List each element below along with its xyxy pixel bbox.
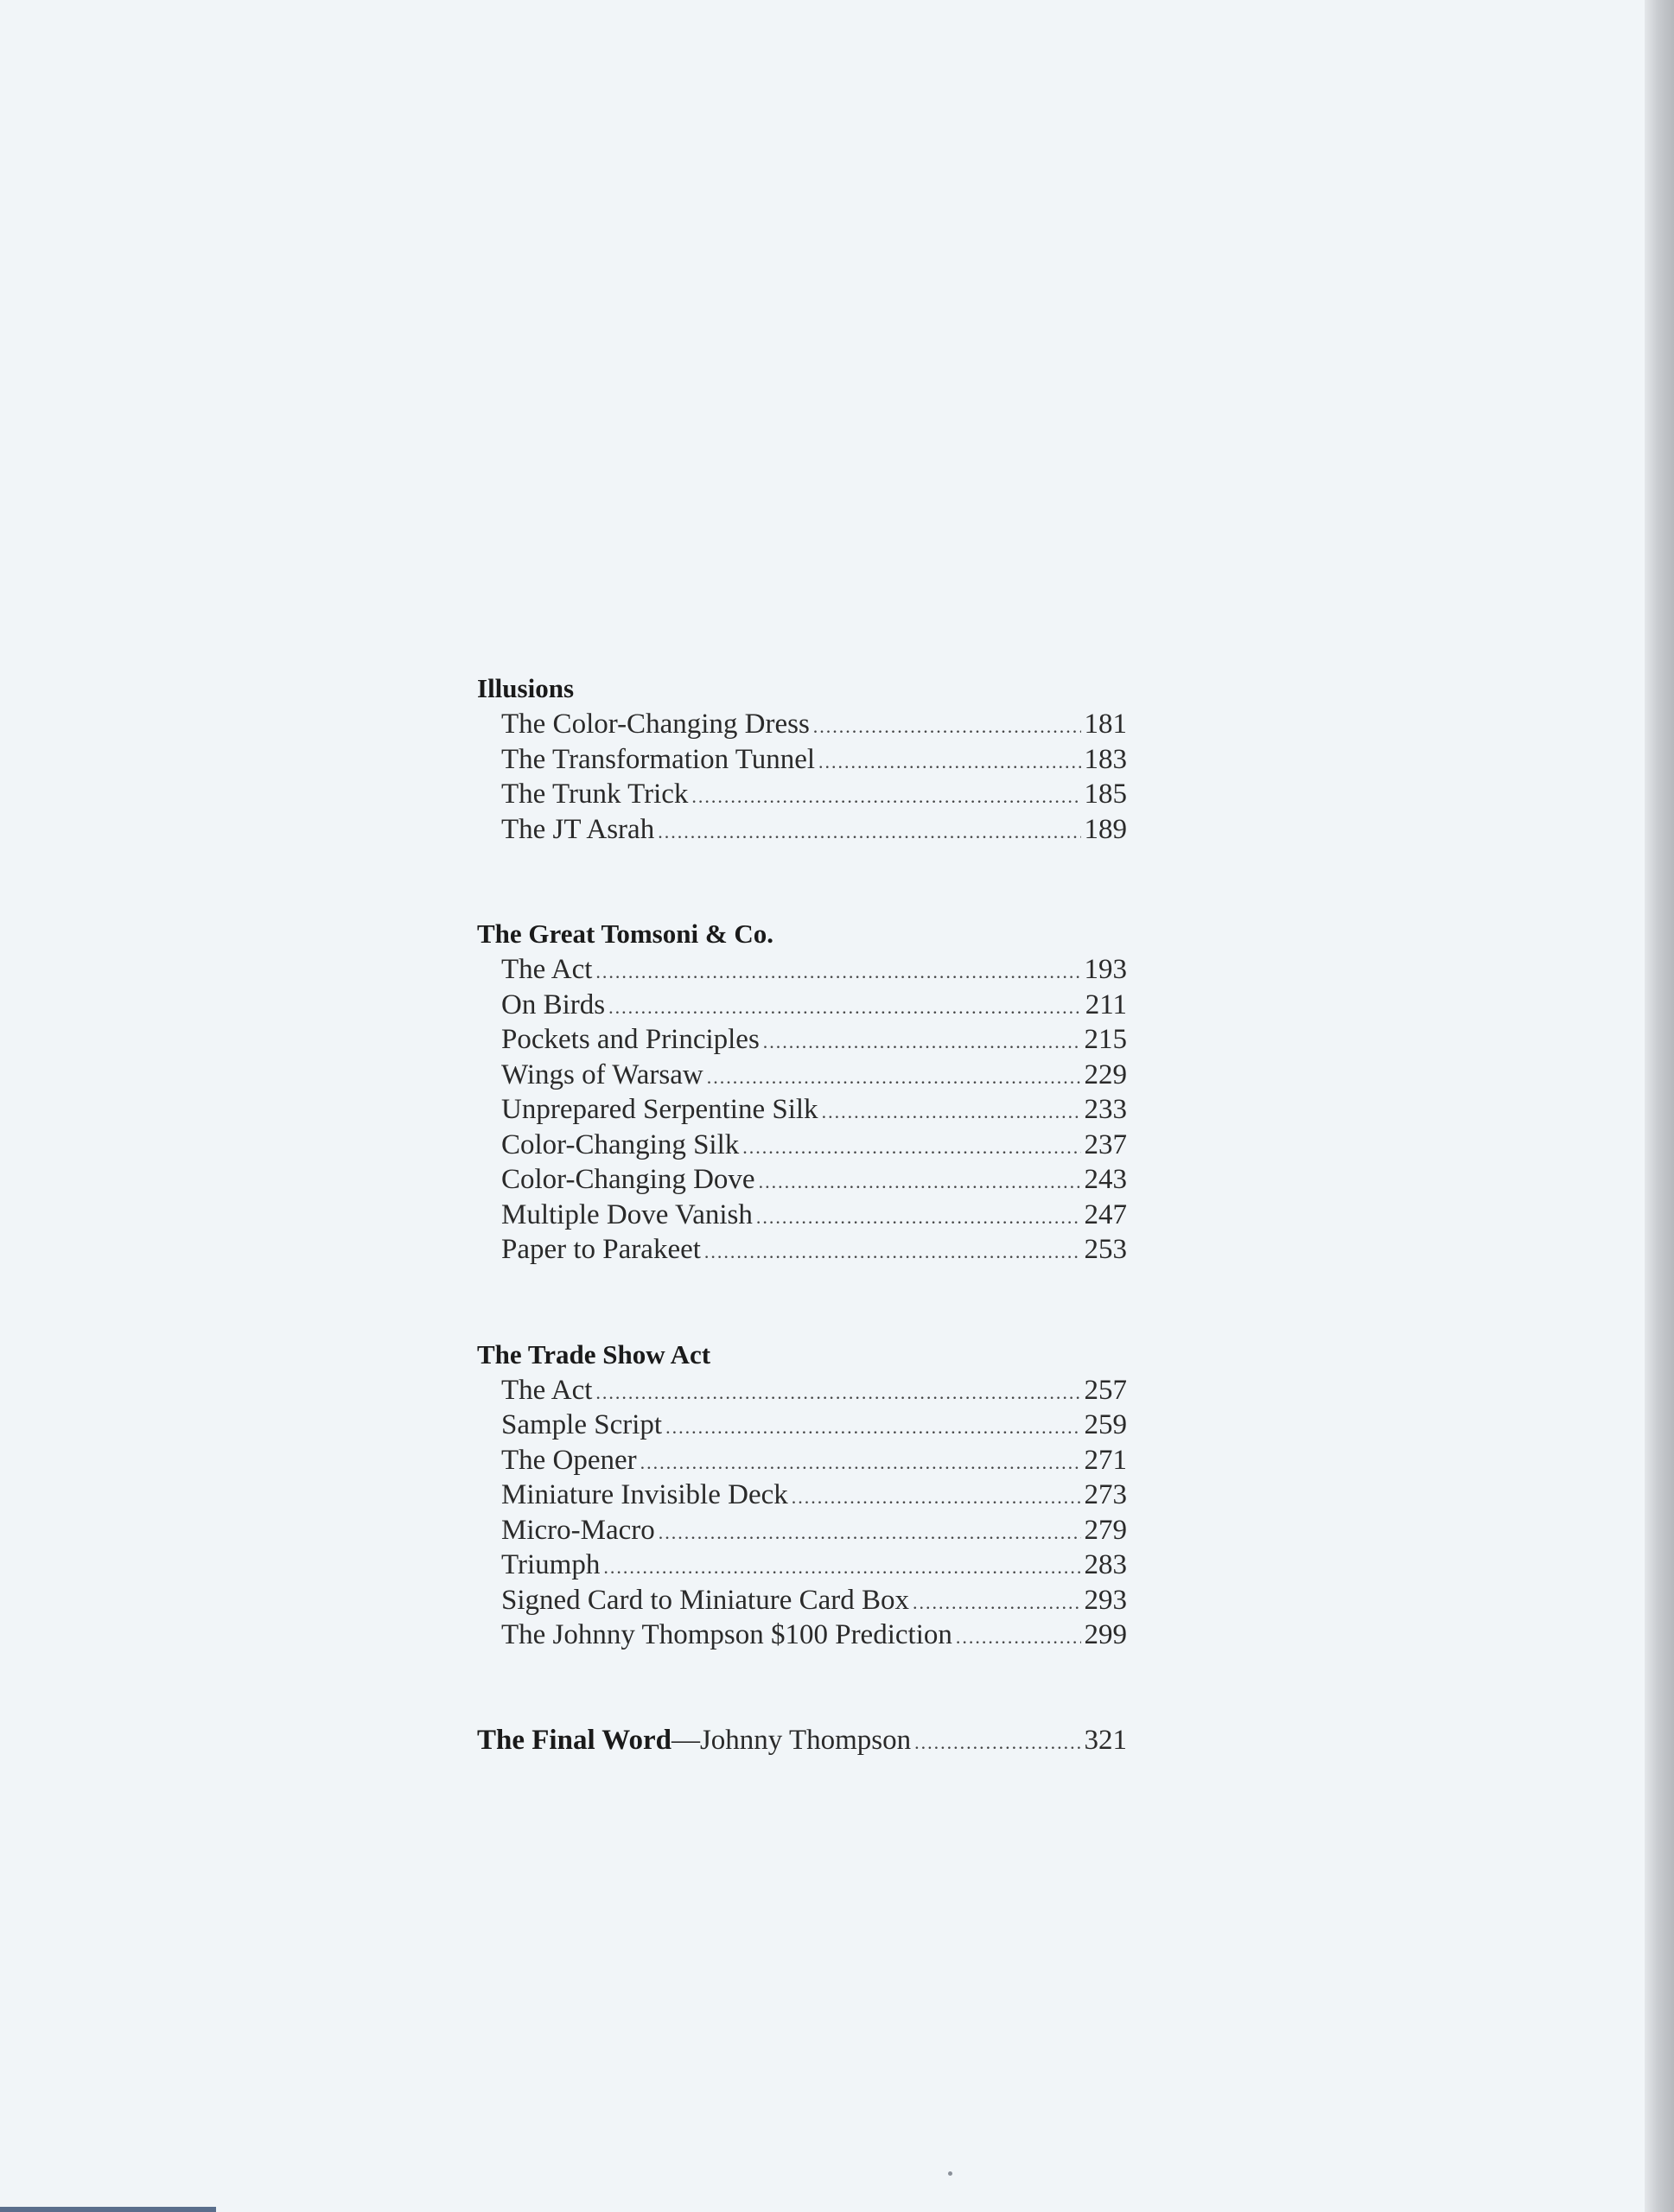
entry-page: 193	[1084, 954, 1127, 985]
toc-entry	[477, 1408, 1127, 1443]
dot-leader	[763, 1025, 1081, 1060]
dot-leader	[595, 1376, 1080, 1411]
final-word-title: The Final Word	[477, 1724, 672, 1756]
final-word-page: 321	[1084, 1724, 1127, 1756]
entry-label: The JT Asrah	[501, 813, 655, 845]
toc-entry	[477, 1583, 1127, 1618]
bottom-edge-rule	[0, 2207, 216, 2212]
entry-page: 189	[1084, 813, 1127, 845]
entry-page: 257	[1084, 1374, 1127, 1406]
toc-entry	[477, 1548, 1127, 1583]
dot-leader	[956, 1620, 1081, 1656]
entry-page: 283	[1084, 1549, 1127, 1580]
entry-label: Sample Script	[501, 1409, 663, 1440]
toc-entry	[477, 1092, 1127, 1128]
dot-leader	[659, 1516, 1081, 1551]
entry-label: On Birds	[501, 988, 606, 1020]
entry-label: The Color-Changing Dress	[501, 709, 810, 740]
entry-page: 299	[1084, 1619, 1127, 1650]
entry-page: 237	[1084, 1128, 1127, 1160]
toc-entry	[477, 988, 1127, 1023]
dot-leader	[707, 1060, 1081, 1096]
entry-label: The Opener	[501, 1444, 637, 1476]
entry-label: The Transformation Tunnel	[501, 743, 816, 775]
toc-entry	[477, 1618, 1127, 1653]
dot-leader	[691, 779, 1080, 815]
toc-entry	[477, 742, 1127, 778]
entry-label: Color-Changing Silk	[501, 1128, 740, 1160]
toc-entry	[477, 1128, 1127, 1163]
section-title: The Great Tomsoni & Co.	[477, 918, 774, 949]
toc-entry	[477, 1232, 1127, 1268]
dot-leader	[759, 1165, 1081, 1200]
dot-leader	[913, 1586, 1080, 1621]
entry-label: Micro-Macro	[501, 1514, 655, 1546]
entry-page: 259	[1084, 1409, 1127, 1440]
toc-entry	[477, 1162, 1127, 1198]
toc-entry	[477, 812, 1127, 848]
toc-entry	[477, 777, 1127, 812]
entry-page: 247	[1084, 1198, 1127, 1230]
section-title: The Trade Show Act	[477, 1338, 711, 1370]
entry-page: 229	[1084, 1058, 1127, 1090]
toc-section-illusions	[477, 671, 1127, 847]
entry-label: Miniature Invisible Deck	[501, 1479, 788, 1510]
scan-speck	[948, 2171, 952, 2176]
dot-leader	[704, 1235, 1081, 1270]
toc-entry	[477, 1478, 1127, 1513]
entry-page: 271	[1084, 1444, 1127, 1476]
page-edge	[1645, 0, 1674, 2212]
entry-label: Pockets and Principles	[501, 1024, 760, 1055]
dot-leader	[595, 955, 1080, 990]
dot-leader	[603, 1550, 1080, 1586]
dot-leader	[608, 990, 1082, 1026]
toc-entry	[477, 707, 1127, 742]
final-word-author: Johnny Thompson	[699, 1724, 912, 1756]
toc-section-great-tomsoni	[477, 916, 1127, 1268]
toc-final-word	[477, 1722, 1127, 1761]
dot-leader	[756, 1200, 1081, 1236]
toc-entry	[477, 1513, 1127, 1548]
dot-leader	[818, 745, 1080, 780]
entry-page: 233	[1084, 1094, 1127, 1125]
entry-page: 183	[1084, 743, 1127, 775]
entry-label: Wings of Warsaw	[501, 1058, 703, 1090]
entry-label: The Act	[501, 1374, 593, 1406]
toc-entry	[477, 1058, 1127, 1093]
entry-label: Color-Changing Dove	[501, 1164, 755, 1195]
toc-entry	[477, 1022, 1127, 1058]
toc-entry	[477, 952, 1127, 988]
entry-label: Multiple Dove Vanish	[501, 1198, 753, 1230]
entry-page: 215	[1084, 1024, 1127, 1055]
toc-entry	[477, 1373, 1127, 1408]
entry-label: Paper to Parakeet	[501, 1234, 701, 1265]
toc-entry	[477, 1198, 1127, 1233]
toc-section-trade-show-act	[477, 1337, 1127, 1653]
entry-page: 181	[1084, 709, 1127, 740]
dot-leader	[792, 1480, 1081, 1516]
entry-label: Triumph	[501, 1549, 601, 1580]
dot-leader	[742, 1130, 1080, 1166]
entry-label: Unprepared Serpentine Silk	[501, 1094, 818, 1125]
entry-label: The Johnny Thompson $100 Prediction	[501, 1619, 952, 1650]
entry-label: The Act	[501, 954, 593, 985]
entry-page: 253	[1084, 1234, 1127, 1265]
entry-label: Signed Card to Miniature Card Box	[501, 1584, 910, 1616]
entry-label: The Trunk Trick	[501, 779, 689, 810]
dot-leader	[658, 815, 1080, 850]
section-title: Illusions	[477, 673, 575, 703]
em-dash: —	[671, 1724, 700, 1756]
dot-leader	[640, 1446, 1081, 1481]
entry-page: 211	[1085, 988, 1127, 1020]
table-of-contents	[477, 671, 1127, 1761]
entry-page: 243	[1084, 1164, 1127, 1195]
dot-leader	[665, 1410, 1080, 1446]
toc-entry	[477, 1443, 1127, 1478]
entry-page: 273	[1084, 1479, 1127, 1510]
entry-page: 185	[1084, 779, 1127, 810]
dot-leader	[813, 709, 1081, 745]
entry-page: 293	[1084, 1584, 1127, 1616]
entry-page: 279	[1084, 1514, 1127, 1546]
dot-leader	[822, 1095, 1081, 1130]
dot-leader	[914, 1725, 1080, 1761]
